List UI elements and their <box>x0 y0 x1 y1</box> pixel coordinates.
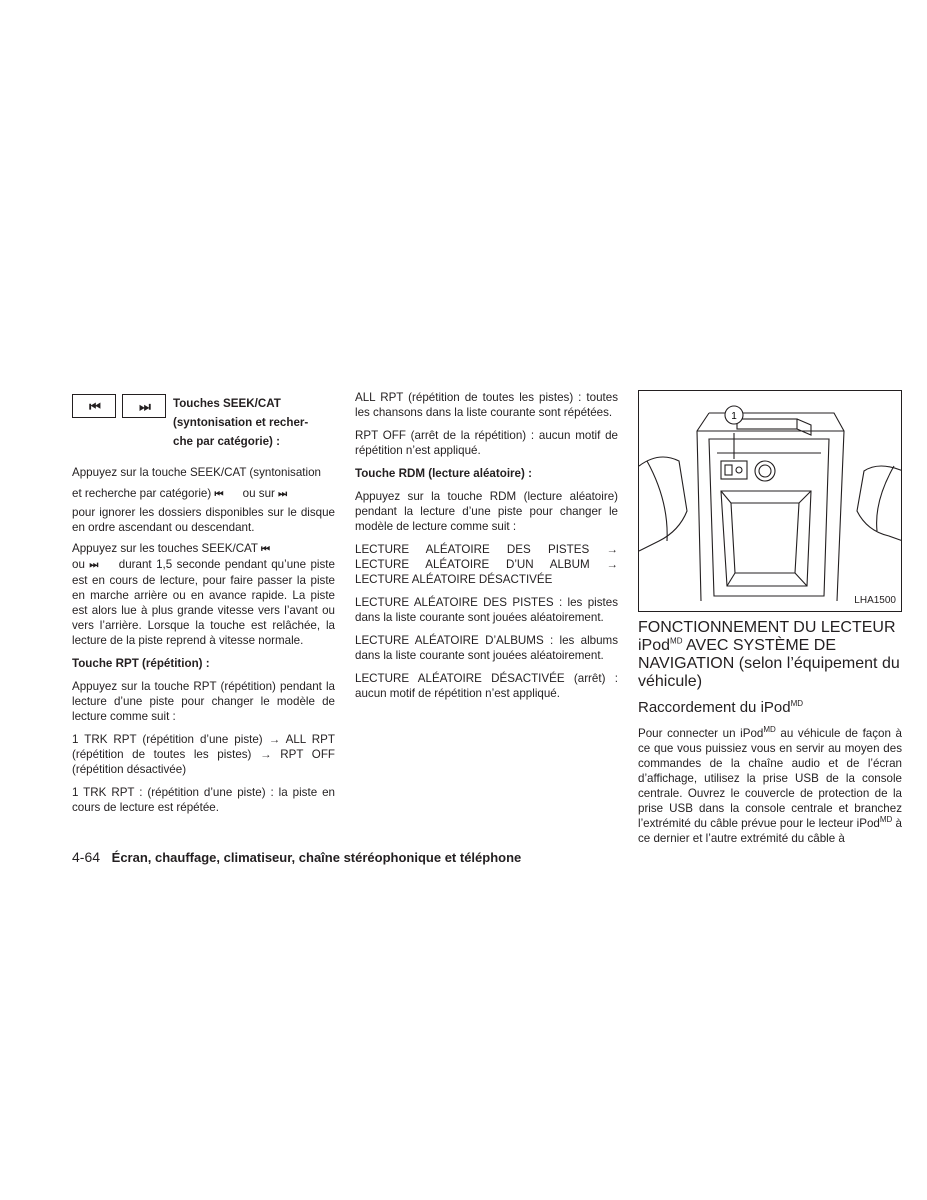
ipod-connection-paragraph: Pour connecter un iPod$^{MD}$ au véhicule de façon à ce que vous puissiez vous en servir au moyen des commandes de la chaîne audio et de l’écran d’affichage, utilisez la prise USB de la console centrale. Ouvrez le couvercle de protection de la prise USB dans la console centrale et branchez l’extrémité du câble prévue pour le lecteur iPod$^{MD}$ à ce dernier et l’autre extrémité du câble à <box>638 725 903 845</box>
column-middle <box>355 390 618 709</box>
skip-back-icon: ⏮ <box>261 544 269 555</box>
usb-console-illustration <box>638 390 902 612</box>
column-left <box>72 394 335 823</box>
column-right <box>638 390 902 854</box>
rpt-paragraph-2: 1 TRK RPT (répétition d’une piste) → ALL RPT (répétition de toutes les pistes) → RPT OFF (répétition désactivée) <box>72 733 335 776</box>
rpt-heading: Touche RPT (répétition) : <box>72 657 210 670</box>
skip-forward-icon: ⏭ <box>89 560 97 571</box>
seek-cat-heading-line1: Touches SEEK/CAT <box>173 397 281 410</box>
page-footer <box>72 849 521 865</box>
skip-back-icon: ⏮ <box>214 489 222 500</box>
page-number: 4-64 <box>72 849 101 865</box>
ipod-connection-subheading: Raccordement du iPod$^{MD}$ <box>638 699 804 716</box>
section-title: Écran, chauffage, climatiseur, chaîne stéréophonique et téléphone <box>111 850 522 865</box>
rdm-heading: Touche RDM (lecture aléatoire) : <box>355 467 532 480</box>
skip-forward-icon: ⏭ <box>278 489 286 500</box>
rdm-paragraph-2: LECTURE ALÉATOIRE DES PISTES → LECTURE ALÉATOIRE D’UN ALBUM → LECTURE ALÉATOIRE DÉSACTIVÉE <box>355 543 618 586</box>
ipod-section-heading: FONCTIONNEMENT DU LECTEUR iPod$^{MD}$ AVEC SYSTÈME DE NAVIGATION (selon l’équipement du véhicule) <box>638 619 900 690</box>
rdm-paragraph-5: LECTURE ALÉATOIRE DÉSACTIVÉE (arrêt) : aucun motif de répétition n’est appliqué. <box>355 672 618 700</box>
callout-number: 1 <box>731 411 737 422</box>
seek-cat-heading-line2: (syntonisation et recher- <box>173 416 309 429</box>
all-rpt-paragraph: ALL RPT (répétition de toutes les pistes) : toutes les chansons dans la liste courante sont répétées. <box>355 391 618 419</box>
rpt-off-paragraph: RPT OFF (arrêt de la répétition) : aucun motif de répétition n’est appliqué. <box>355 429 618 457</box>
rdm-paragraph-3: LECTURE ALÉATOIRE DES PISTES : les pistes dans la liste courante sont jouées aléatoirement. <box>355 596 618 624</box>
rpt-paragraph-1: Appuyez sur la touche RPT (répétition) pendant la lecture d’une piste pour changer le modèle de lecture comme suit : <box>72 680 335 723</box>
illustration-code: LHA1500 <box>854 595 896 606</box>
console-drawing <box>639 391 902 612</box>
seek-paragraph-1: Appuyez sur la touche SEEK/CAT (syntonisation et recherche par catégorie) ⏮ ou sur ⏭ pour ignorer les dossiers disponibles sur le disque en ordre ascendant ou descendant. <box>72 466 335 534</box>
seek-prev-button-icon: ⏮ <box>72 394 116 418</box>
rdm-paragraph-4: LECTURE ALÉATOIRE D’ALBUMS : les albums dans la liste courante sont jouées aléatoirement. <box>355 634 618 662</box>
seek-paragraph-2: Appuyez sur les touches SEEK/CAT ⏮ ou ⏭ durant 1,5 seconde pendant qu’une piste est en cours de lecture, pour faire passer la piste en marche arrière ou en avance rapide. La piste est alors lue à plus grande vitesse vers l’avant ou vers l’arrière. Lorsque la touche est relâchée, la lecture de la piste reprend à vitesse normale. <box>72 542 335 647</box>
seek-cat-heading <box>173 394 335 451</box>
seek-cat-heading-line3: che par catégorie) : <box>173 435 280 448</box>
seek-next-button-icon: ⏭ <box>122 394 166 418</box>
rdm-paragraph-1: Appuyez sur la touche RDM (lecture aléatoire) pendant la lecture d’une piste pour changer le modèle de lecture comme suit : <box>355 490 618 533</box>
seek-cat-heading-block <box>72 394 335 462</box>
rpt-paragraph-3: 1 TRK RPT : (répétition d’une piste) : la piste en cours de lecture est répétée. <box>72 786 335 814</box>
